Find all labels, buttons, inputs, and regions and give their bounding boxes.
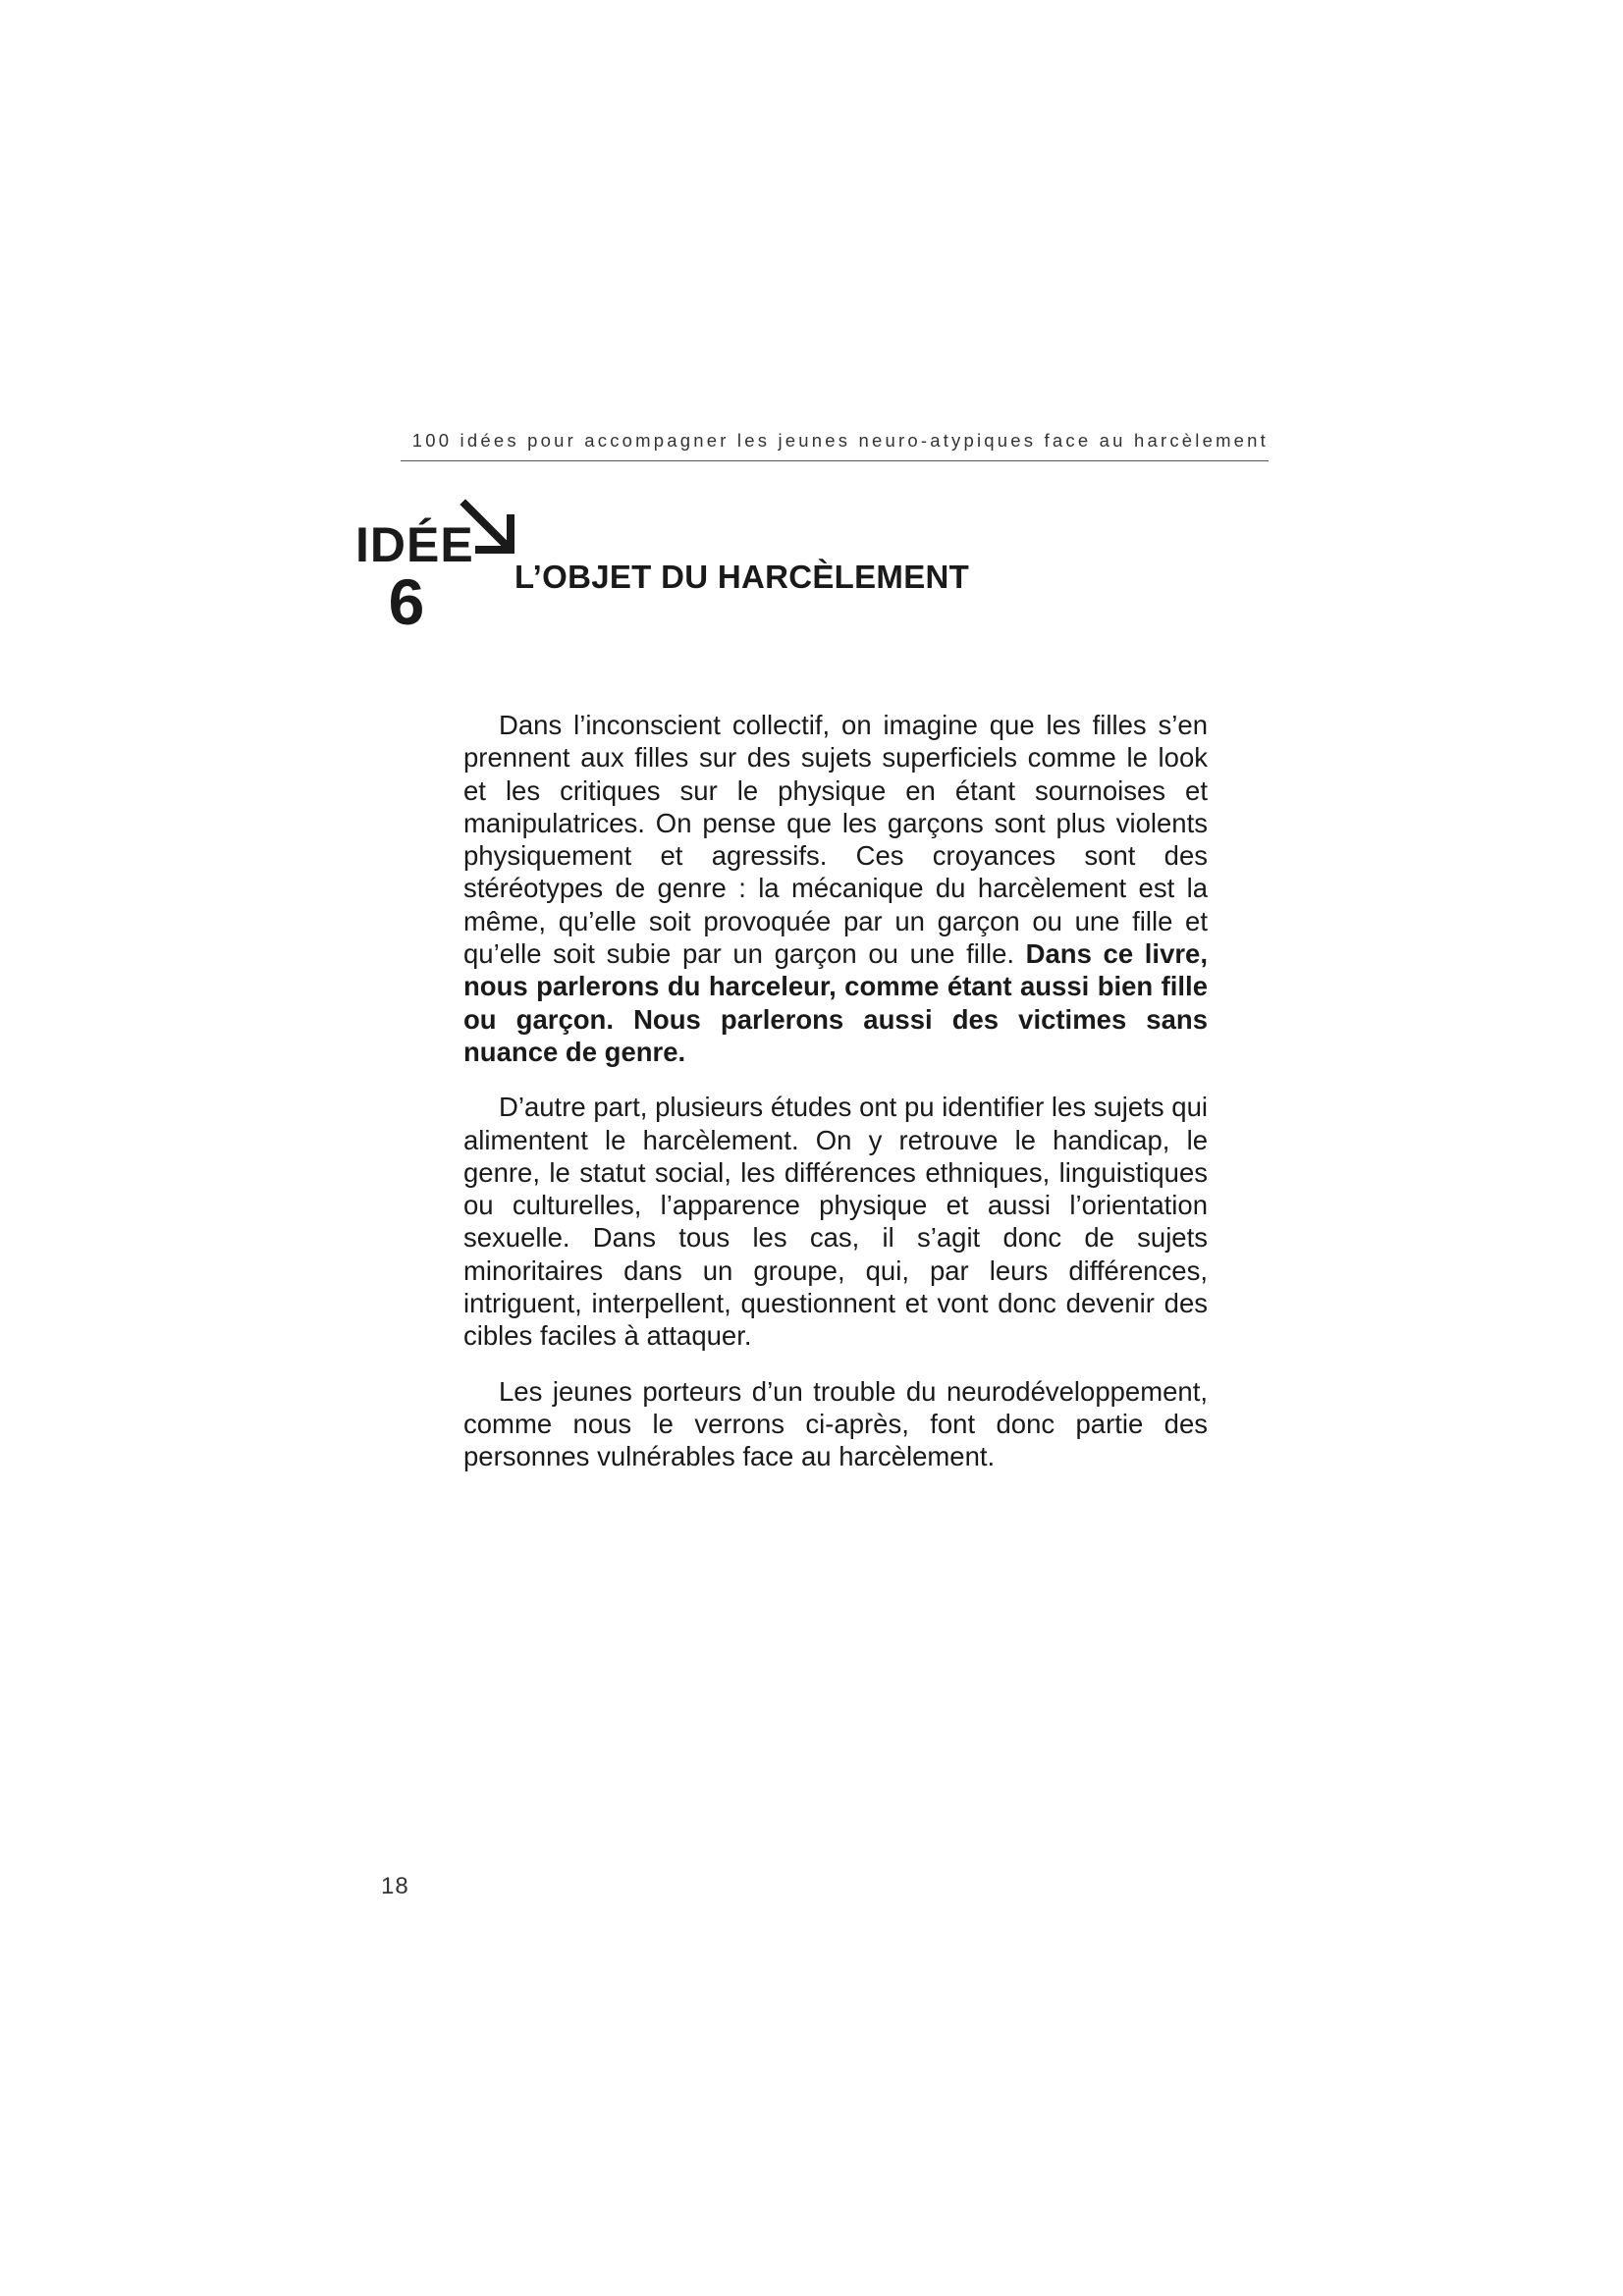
header-rule xyxy=(401,460,1269,461)
paragraph-1-emphasis: Dans ce livre, nous parlerons du harceleur, comme étant aussi bien fille ou garçon. Nous parlerons aussi des victimes sans nuance de genre. xyxy=(463,938,1208,1067)
paragraph-1 xyxy=(463,709,1208,1068)
page-number: 18 xyxy=(381,1873,409,1899)
arrow-down-right-icon xyxy=(460,499,520,560)
body-text xyxy=(463,709,1208,1496)
paragraph-3: Les jeunes porteurs d’un trouble du neurodéveloppement, comme nous le verrons ci-après, font donc partie des personnes vulnérables face au harcèlement. xyxy=(463,1375,1208,1472)
paragraph-2: D’autre part, plusieurs études ont pu identifier les sujets qui alimentent le harcèlement. On y retrouve le handicap, le genre, le statut social, les différences ethniques, linguistiques ou culturelles, l’apparence physique et aussi l’orientation sexuelle. Dans tous les cas, il s’agit donc de sujets minoritaires dans un groupe, qui, par leurs différences, intriguent, interpellent, questionnent et vont donc devenir des cibles faciles à attaquer. xyxy=(463,1092,1208,1352)
running-header: 100 idées pour accompagner les jeunes neuro-atypiques face au harcèlement xyxy=(411,430,1269,451)
paragraph-1-text: Dans l’inconscient collectif, on imagine que les filles s’en prennent aux filles sur des sujets superficiels comme le look et les critiques sur le physique en étant sournoises et manipulatrices. On pense que les garçons sont plus violents physiquement et agressifs. Ces croyances sont des stéréotypes de genre : la mécanique du harcèlement est la même, qu’elle soit provoquée par un garçon ou une fille et qu’elle soit subie par un garçon ou une fille. xyxy=(463,710,1208,970)
idea-label: IDÉE xyxy=(355,517,474,572)
idea-number: 6 xyxy=(388,565,425,638)
idea-title: L’OBJET DU HARCÈLEMENT xyxy=(514,559,970,595)
